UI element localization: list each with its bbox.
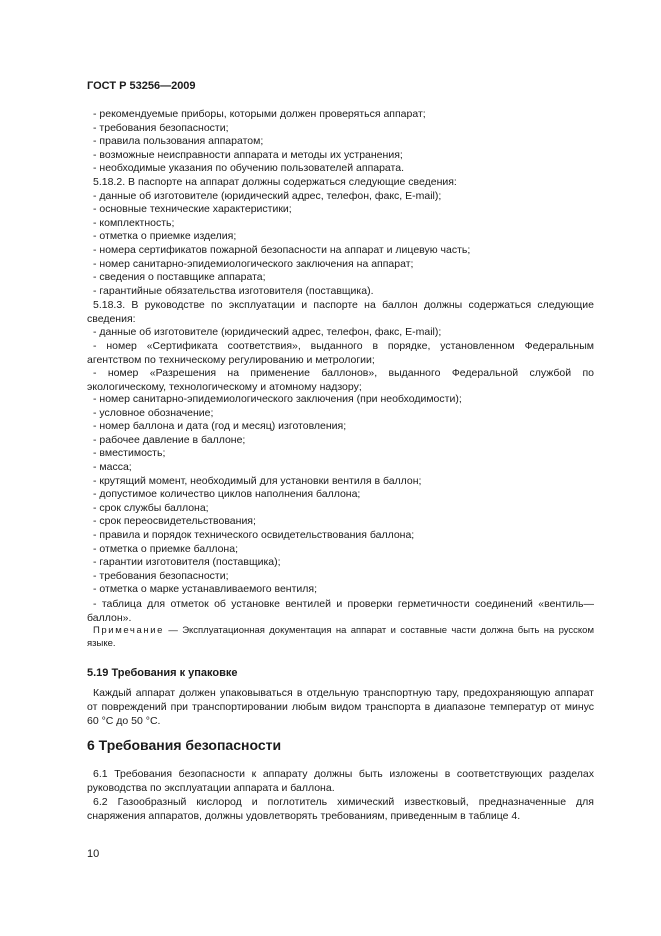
list-item: - рабочее давление в баллоне; xyxy=(93,433,246,446)
list-item: - масса; xyxy=(93,460,132,473)
list-item: - сведения о поставщике аппарата; xyxy=(93,271,266,284)
list-item: - номера сертификатов пожарной безопасности на аппарат и лицевую часть; xyxy=(93,243,471,256)
list-item: - гарантии изготовителя (поставщика); xyxy=(93,556,281,569)
list-item: - отметка о приемке изделия; xyxy=(93,230,237,243)
clause-5-18-3: 5.18.3. В руководстве по эксплуатации и паспорте на баллон должны содержаться следующие сведения: xyxy=(87,299,594,325)
list-item: - отметка о приемке баллона; xyxy=(93,542,238,555)
note-label: Примечание xyxy=(93,625,164,636)
list-item: - вместимость; xyxy=(93,447,166,460)
list-item: - требования безопасности; xyxy=(93,121,229,134)
list-item: - номер «Разрешения на применение баллонов», выданного Федеральной службой по экологическому, технологическому и атомному надзору; xyxy=(87,367,594,393)
clause-6-2: 6.2 Газообразный кислород и поглотитель химический известковый, предназначенные для снаряжения аппаратов, должны удовлетворять требованиям, приведенным в таблице 4. xyxy=(87,796,594,822)
list-item: - требования безопасности; xyxy=(93,569,229,582)
list-item: - необходимые указания по обучению пользователей аппарата. xyxy=(93,162,404,175)
list-item: - номер «Сертификата соответствия», выданного в порядке, установленном Федеральным агентством по техническому регулированию и метрологии; xyxy=(87,340,594,366)
list-item: - рекомендуемые приборы, которыми должен проверяться аппарат; xyxy=(93,108,426,120)
list-item: - условное обозначение; xyxy=(93,406,214,419)
list-item: - таблица для отметок об установке вентилей и проверки герметичности соединений «вентиль—баллон». xyxy=(87,598,594,624)
list-item: - возможные неисправности аппарата и методы их устранения; xyxy=(93,148,403,161)
section-heading-5-19: 5.19 Требования к упаковке xyxy=(87,667,238,679)
list-item: - номер санитарно-эпидемиологического заключения (при необходимости); xyxy=(93,393,462,405)
packaging-paragraph: Каждый аппарат должен упаковываться в отдельную транспортную тару, предохраняющую аппарат от повреждений при транспортировании любым видом транспорта в диапазоне температур от минус 60 °С до 50 °С. xyxy=(87,687,594,727)
cylinder-info-list xyxy=(87,326,594,340)
note xyxy=(87,624,594,650)
document-header: ГОСТ Р 53256—2009 xyxy=(87,80,196,92)
list-item: - номер баллона и дата (год и месяц) изготовления; xyxy=(93,420,347,433)
list-item: - номер санитарно-эпидемиологического заключения на аппарат; xyxy=(93,257,414,270)
list-item: - данные об изготовителе (юридический адрес, телефон, факс, E-mail); xyxy=(93,189,442,202)
list-item: - отметка о марке устанавливаемого вентиля; xyxy=(93,583,317,596)
list-item: - гарантийные обязательства изготовителя (поставщика). xyxy=(93,284,374,297)
list-item: - крутящий момент, необходимый для установки вентиля в баллон; xyxy=(93,474,422,487)
note-text: — Эксплуатационная документация на аппарат и составные части должна быть на русском языке. xyxy=(87,625,594,649)
page-number: 10 xyxy=(87,848,100,860)
cylinder-info-list-cont xyxy=(87,393,594,597)
list-item: - срок переосвидетельствования; xyxy=(93,515,256,528)
clause-6-1: 6.1 Требования безопасности к аппарату должны быть изложены в соответствующих разделах руководства по эксплуатации аппарата и баллона. xyxy=(87,768,594,794)
list-item: - правила и порядок технического освидетельствования баллона; xyxy=(93,528,415,541)
operating-manual-list xyxy=(87,108,594,298)
list-item: - основные технические характеристики; xyxy=(93,203,292,216)
list-item: - допустимое количество циклов наполнения баллона; xyxy=(93,488,361,501)
list-item: - правила пользования аппаратом; xyxy=(93,135,264,148)
list-item: - данные об изготовителе (юридический адрес, телефон, факс, E-mail); xyxy=(93,326,442,338)
list-item: - комплектность; xyxy=(93,216,175,229)
list-item: - срок службы баллона; xyxy=(93,501,209,514)
clause-5-18-2: 5.18.2. В паспорте на аппарат должны содержаться следующие сведения: xyxy=(93,175,457,188)
section-heading-6: 6 Требования безопасности xyxy=(87,737,282,753)
